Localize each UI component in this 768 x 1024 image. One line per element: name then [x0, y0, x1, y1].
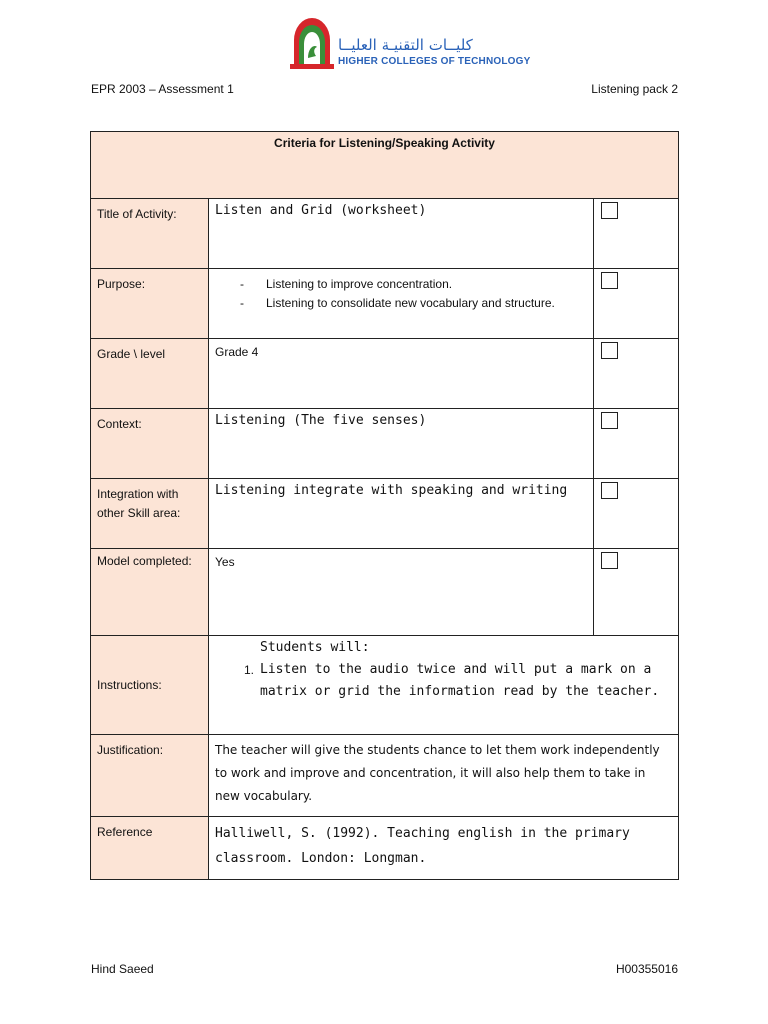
checkbox-model[interactable] [601, 552, 618, 569]
row-label-model: Model completed: [91, 549, 209, 636]
purpose-value [209, 269, 594, 339]
row-title-of-activity [91, 199, 679, 269]
row-instructions [91, 636, 679, 735]
checkbox-purpose[interactable] [601, 272, 618, 289]
row-label-grade: Grade \ level [91, 339, 209, 409]
grade-value: Grade 4 [209, 339, 594, 409]
footer-author: Hind Saeed [91, 962, 154, 976]
instructions-value [209, 636, 679, 735]
checkbox-title[interactable] [601, 202, 618, 219]
logo-arabic-text: كليــات التقنيـة العليــا [338, 36, 473, 54]
justification-value: The teacher will give the students chance to let them work independently to work and improve and concentration, it will also help them to take in new vocabulary. [209, 735, 679, 817]
reference-value: Halliwell, S. (1992). Teaching english in the primary classroom. London: Longman. [209, 817, 679, 880]
row-model [91, 549, 679, 636]
checkbox-cell [594, 269, 679, 339]
table-title-row [91, 132, 679, 199]
checkbox-cell [594, 549, 679, 636]
row-label-integration: Integration with other Skill area: [91, 479, 209, 549]
row-purpose [91, 269, 679, 339]
row-label-instructions: Instructions: [91, 636, 209, 735]
checkbox-integration[interactable] [601, 482, 618, 499]
checkbox-cell [594, 479, 679, 549]
row-label-context: Context: [91, 409, 209, 479]
checkbox-grade[interactable] [601, 342, 618, 359]
checkbox-context[interactable] [601, 412, 618, 429]
row-reference [91, 817, 679, 880]
checkbox-cell [594, 409, 679, 479]
checkbox-cell [594, 339, 679, 409]
activity-title-value: Listen and Grid (worksheet) [209, 199, 594, 269]
list-item: - Listening to consolidate new vocabulary and structure. [240, 296, 555, 310]
footer-student-id: H00355016 [615, 962, 678, 976]
row-integration [91, 479, 679, 549]
purpose-list [215, 273, 587, 313]
table-title: Criteria for Listening/Speaking Activity [91, 132, 679, 199]
list-item: 1. Listen to the audio twice and will put a mark on a matrix or grid the information read by the teacher. [243, 662, 660, 699]
context-value: Listening (The five senses) [209, 409, 594, 479]
logo-english-text: HIGHER COLLEGES OF TECHNOLOGY [338, 56, 531, 67]
header-pack: Listening pack 2 [591, 82, 678, 96]
row-label-purpose: Purpose: [91, 269, 209, 339]
instructions-lead: Students will: [260, 640, 370, 655]
list-item: - Listening to improve concentration. [240, 277, 453, 291]
header-course: EPR 2003 – Assessment 1 [91, 82, 234, 96]
integration-value: Listening integrate with speaking and writing [209, 479, 594, 549]
logo-base-bar [290, 64, 334, 69]
checkbox-cell [594, 199, 679, 269]
row-justification [91, 735, 679, 817]
model-value: Yes [209, 549, 594, 636]
row-label-justification: Justification: [91, 735, 209, 817]
row-grade [91, 339, 679, 409]
row-label-title: Title of Activity: [91, 199, 209, 269]
row-context [91, 409, 679, 479]
criteria-table [90, 131, 679, 880]
row-label-reference: Reference [91, 817, 209, 880]
